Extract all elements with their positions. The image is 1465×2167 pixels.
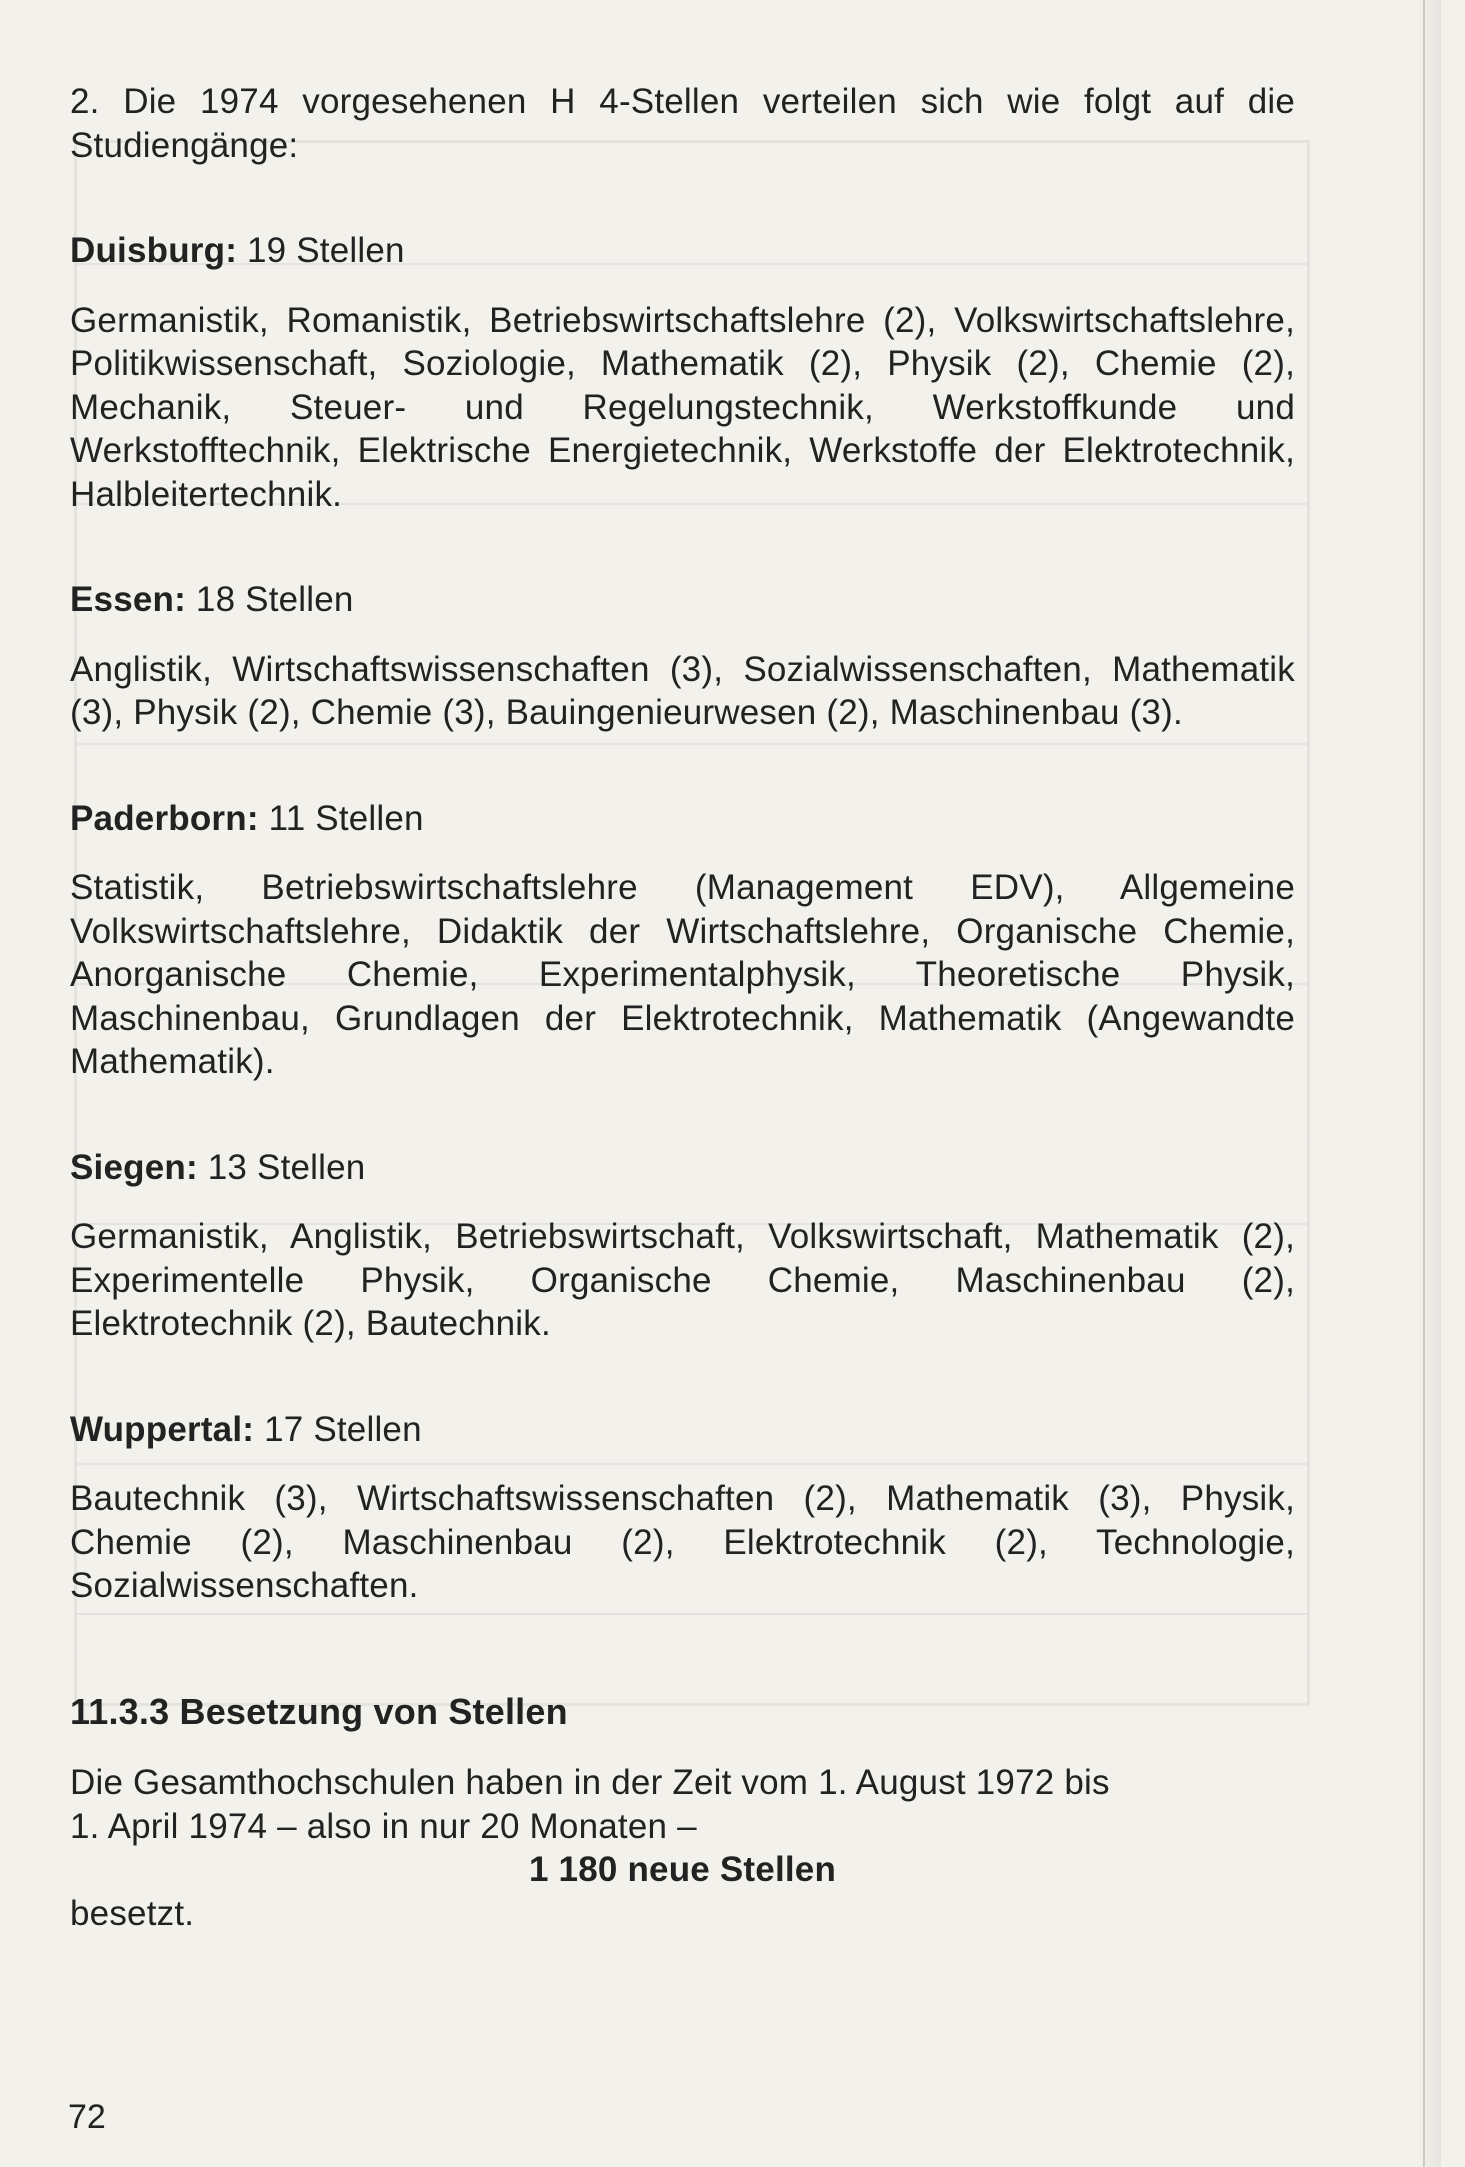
section-line-3: besetzt. — [70, 1893, 195, 1933]
city-subjects: Bautechnik (3), Wirtschaftswissenschaften (2), Mathematik (3), Physik, Chemie (2), Maschinenbau (2), Elektrotechnik (2), Technologie, Sozialwissenschaften. — [70, 1479, 1295, 1605]
page-binding-edge — [1423, 0, 1425, 2167]
city-name: Duisburg: — [70, 231, 238, 270]
section-body — [70, 1761, 1295, 1935]
city-subjects: Germanistik, Romanistik, Betriebswirtschaftslehre (2), Volkswirtschaftslehre, Politikwissenschaft, Soziologie, Mathematik (2), Physik (2), Chemie (2), Mechanik, Steuer- und Regelungstechnik, Werkstoffkunde und Werkstofftechnik, Elektrische Energietechnik, Werkstoffe der Elektrotechnik, Halbleitertechnik. — [70, 300, 1295, 514]
section-line-1: Die Gesamthochschulen haben in der Zeit vom 1. August 1972 bis — [70, 1763, 1110, 1802]
city-heading — [70, 229, 1295, 273]
city-name: Paderborn: — [70, 798, 259, 838]
city-position-count: 18 Stellen — [195, 580, 354, 619]
city-heading — [70, 797, 1295, 841]
city-section-wuppertal — [70, 1408, 1295, 1608]
page-content — [70, 80, 1295, 1935]
city-position-count: 13 Stellen — [207, 1147, 366, 1187]
city-subjects: Anglistik, Wirtschaftswissenschaften (3), Sozialwissenschaften, Mathematik (3), Physik (2), Chemie (3), Bauingenieurwesen (2), Maschinenbau (3). — [70, 649, 1295, 732]
city-subjects: Statistik, Betriebswirtschaftslehre (Management EDV), Allgemeine Volkswirtschaftslehre, Didaktik der Wirtschaftslehre, Organische Chemie, Anorganische Chemie, Experimentalphysik, Theoretische Physik, Maschinenbau, Grundlagen der Elektrotechnik, Mathematik (Angewandte Mathematik). — [70, 868, 1295, 1081]
city-name: Siegen: — [70, 1147, 198, 1187]
city-section-paderborn — [70, 797, 1295, 1084]
city-heading — [70, 1146, 1295, 1190]
section-line-2: 1. April 1974 – also in nur 20 Monaten – — [70, 1806, 697, 1846]
city-section-essen — [70, 578, 1295, 735]
city-position-count: 19 Stellen — [247, 231, 405, 270]
city-heading — [70, 578, 1295, 622]
page-number: 72 — [68, 2098, 106, 2136]
city-name: Essen: — [70, 580, 186, 619]
city-position-count: 11 Stellen — [268, 798, 424, 838]
city-subjects: Germanistik, Anglistik, Betriebswirtschaft, Volkswirtschaft, Mathematik (2), Experimentelle Physik, Organische Chemie, Maschinenbau (2), Elektrotechnik (2), Bautechnik. — [70, 1217, 1295, 1343]
city-name: Wuppertal: — [70, 1409, 255, 1449]
city-position-count: 17 Stellen — [264, 1409, 422, 1449]
city-heading — [70, 1408, 1295, 1452]
city-section-duisburg — [70, 229, 1295, 516]
new-positions-highlight: 1 180 neue Stellen — [528, 1850, 837, 1889]
page-gutter-shadow — [1417, 0, 1441, 2167]
section-heading: 11.3.3 Besetzung von Stellen — [70, 1690, 568, 1732]
intro-paragraph: 2. Die 1974 vorgesehenen H 4-Stellen verteilen sich wie folgt auf die Studiengänge: — [70, 82, 1295, 165]
city-section-siegen — [70, 1146, 1295, 1346]
